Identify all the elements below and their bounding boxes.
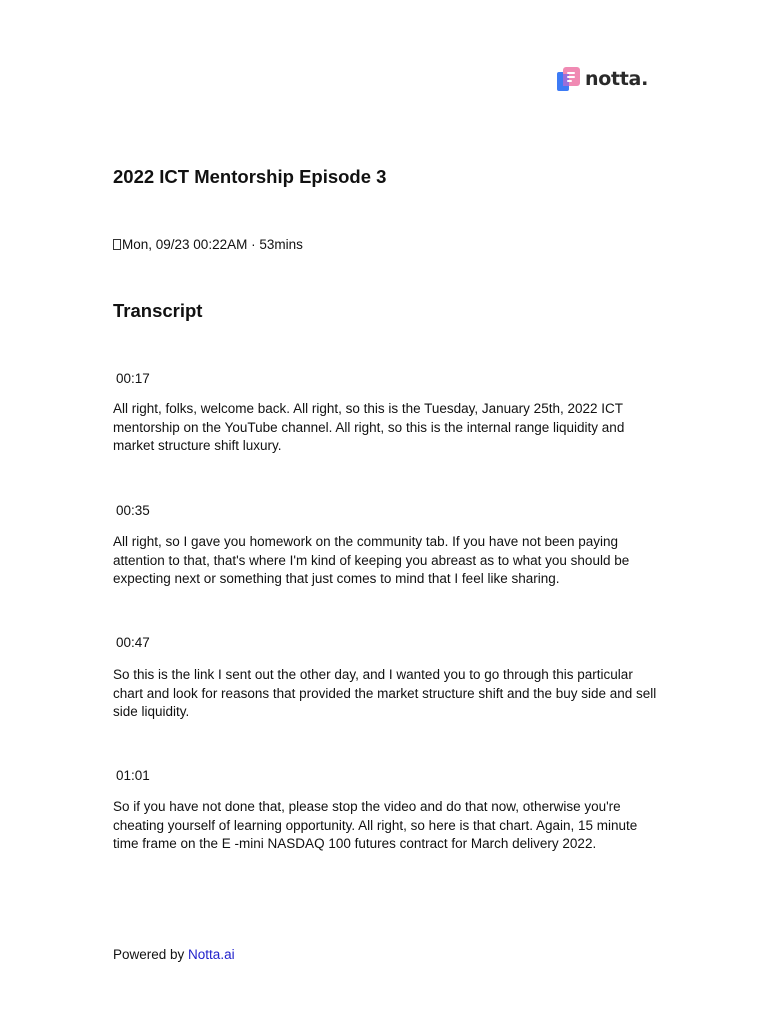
- notta-logo: [556, 66, 648, 92]
- calendar-icon: [113, 239, 121, 250]
- segment-text: So this is the link I sent out the other day, and I wanted you to go through this particular chart and look for reasons that provided the market structure shift and the buy side and sell side liquidity.: [113, 667, 657, 719]
- document-title: 2022 ICT Mentorship Episode 3: [113, 166, 387, 187]
- transcript-heading: Transcript: [113, 300, 203, 321]
- segment-text: All right, folks, welcome back. All right, so this is the Tuesday, January 25th, 2022 ICT mentorship on the YouTube channel. All right, so this is the internal range liquidity and market structure shift luxury.: [113, 401, 625, 453]
- notta-link[interactable]: Notta.ai: [188, 947, 235, 962]
- segment-text: So if you have not done that, please stop the video and do that now, otherwise you're cheating yourself of learning opportunity. All right, so here is that chart. Again, 15 minute time frame on the E -mini NASDAQ 100 futures contract for March delivery 2022.: [113, 799, 638, 851]
- footer: [113, 946, 235, 963]
- document-meta: [113, 236, 303, 253]
- segment-timestamp: 00:47: [116, 635, 150, 650]
- segment-timestamp: 00:35: [116, 503, 150, 518]
- footer-prefix: Powered by: [113, 947, 189, 962]
- segment-timestamp: 00:17: [116, 371, 150, 386]
- segment-text: All right, so I gave you homework on the community tab. If you have not been paying attention to that, that's where I'm kind of keeping you abreast as to what you should be expecting next or something that just comes to mind that I feel like sharing.: [113, 534, 630, 586]
- notta-logo-icon: [556, 66, 582, 92]
- document-meta-text: Mon, 09/23 00:22AM · 53mins: [122, 237, 303, 252]
- segment-timestamp: 01:01: [116, 768, 150, 783]
- notta-logo-wordmark: notta.: [585, 67, 648, 90]
